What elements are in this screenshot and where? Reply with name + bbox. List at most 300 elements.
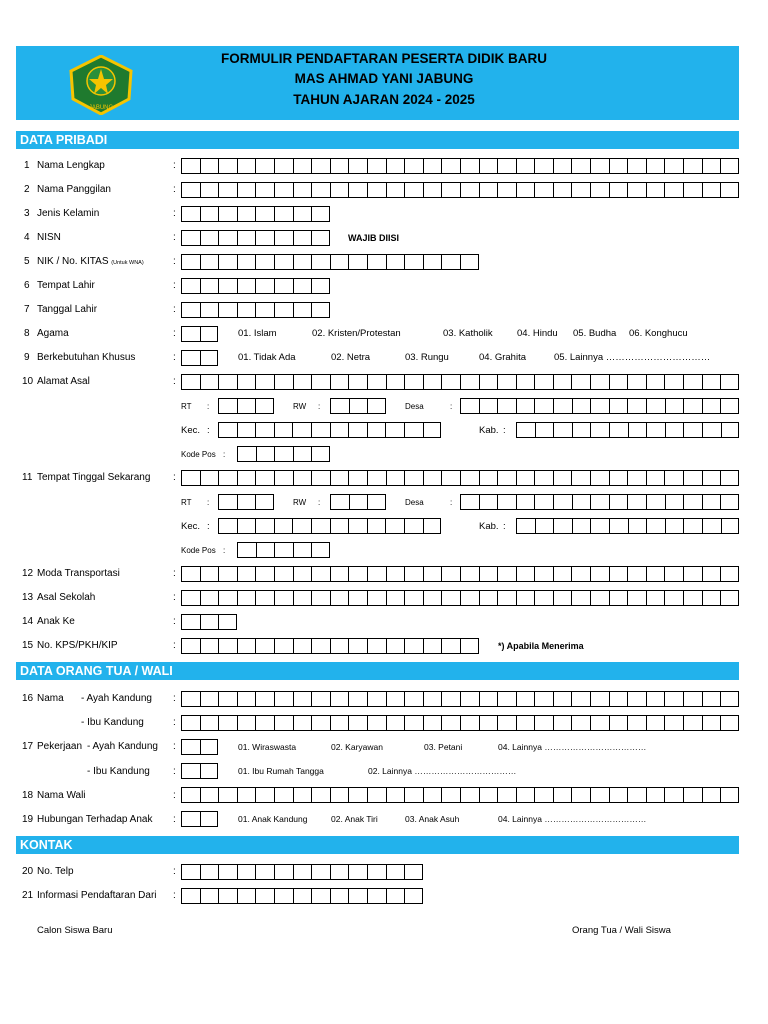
input-box[interactable] bbox=[330, 864, 349, 880]
input-box[interactable] bbox=[386, 566, 405, 582]
input-box[interactable] bbox=[274, 230, 293, 246]
input-box[interactable] bbox=[627, 715, 646, 731]
input-box[interactable] bbox=[720, 590, 739, 606]
input-box[interactable] bbox=[386, 715, 405, 731]
input-box[interactable] bbox=[330, 398, 349, 414]
input-box[interactable] bbox=[200, 158, 219, 174]
input-box[interactable] bbox=[386, 158, 405, 174]
input-box[interactable] bbox=[683, 374, 702, 390]
input-box[interactable] bbox=[274, 518, 293, 534]
input-box[interactable] bbox=[311, 254, 330, 270]
input-box[interactable] bbox=[664, 566, 683, 582]
kebutuhan-khusus-boxes[interactable] bbox=[181, 350, 218, 366]
input-box[interactable] bbox=[311, 888, 330, 904]
input-box[interactable] bbox=[237, 182, 256, 198]
input-box[interactable] bbox=[590, 398, 609, 414]
input-box[interactable] bbox=[572, 398, 591, 414]
input-box[interactable] bbox=[181, 739, 200, 755]
input-box[interactable] bbox=[218, 518, 237, 534]
input-box[interactable] bbox=[200, 470, 219, 486]
input-box[interactable] bbox=[330, 254, 349, 270]
input-box[interactable] bbox=[255, 278, 274, 294]
input-box[interactable] bbox=[293, 302, 312, 318]
input-box[interactable] bbox=[590, 182, 609, 198]
input-box[interactable] bbox=[311, 566, 330, 582]
input-box[interactable] bbox=[255, 494, 274, 510]
input-box[interactable] bbox=[664, 470, 683, 486]
input-box[interactable] bbox=[404, 715, 423, 731]
input-box[interactable] bbox=[348, 888, 367, 904]
input-box[interactable] bbox=[181, 691, 200, 707]
input-box[interactable] bbox=[720, 566, 739, 582]
input-box[interactable] bbox=[200, 614, 219, 630]
input-box[interactable] bbox=[516, 422, 535, 438]
input-box[interactable] bbox=[367, 864, 386, 880]
input-box[interactable] bbox=[664, 158, 683, 174]
input-box[interactable] bbox=[534, 691, 553, 707]
input-box[interactable] bbox=[200, 326, 219, 342]
input-box[interactable] bbox=[441, 158, 460, 174]
input-box[interactable] bbox=[386, 888, 405, 904]
input-box[interactable] bbox=[664, 715, 683, 731]
input-box[interactable] bbox=[609, 590, 628, 606]
input-box[interactable] bbox=[441, 590, 460, 606]
input-box[interactable] bbox=[479, 787, 498, 803]
input-box[interactable] bbox=[720, 715, 739, 731]
input-box[interactable] bbox=[181, 350, 200, 366]
input-box[interactable] bbox=[311, 715, 330, 731]
nama-wali-boxes[interactable] bbox=[181, 787, 739, 803]
input-box[interactable] bbox=[497, 590, 516, 606]
input-box[interactable] bbox=[237, 888, 256, 904]
input-box[interactable] bbox=[441, 182, 460, 198]
input-box[interactable] bbox=[590, 158, 609, 174]
input-box[interactable] bbox=[627, 398, 646, 414]
input-box[interactable] bbox=[627, 566, 646, 582]
input-box[interactable] bbox=[218, 888, 237, 904]
input-box[interactable] bbox=[348, 787, 367, 803]
input-box[interactable] bbox=[256, 446, 275, 462]
input-box[interactable] bbox=[293, 864, 312, 880]
tempat-tinggal-kec-boxes[interactable] bbox=[218, 518, 441, 534]
input-box[interactable] bbox=[274, 864, 293, 880]
input-box[interactable] bbox=[404, 590, 423, 606]
jenis-kelamin-boxes[interactable] bbox=[181, 206, 330, 222]
input-box[interactable] bbox=[218, 302, 237, 318]
input-box[interactable] bbox=[646, 787, 665, 803]
input-box[interactable] bbox=[200, 787, 219, 803]
input-box[interactable] bbox=[665, 398, 684, 414]
input-box[interactable] bbox=[590, 494, 609, 510]
input-box[interactable] bbox=[367, 182, 386, 198]
input-box[interactable] bbox=[181, 158, 200, 174]
input-box[interactable] bbox=[683, 158, 702, 174]
input-box[interactable] bbox=[702, 518, 721, 534]
input-box[interactable] bbox=[348, 182, 367, 198]
input-box[interactable] bbox=[218, 590, 237, 606]
input-box[interactable] bbox=[516, 566, 535, 582]
input-box[interactable] bbox=[200, 566, 219, 582]
input-box[interactable] bbox=[348, 691, 367, 707]
input-box[interactable] bbox=[255, 518, 274, 534]
input-box[interactable] bbox=[683, 566, 702, 582]
alamat-asal-kec-boxes[interactable] bbox=[218, 422, 441, 438]
input-box[interactable] bbox=[590, 590, 609, 606]
input-box[interactable] bbox=[218, 715, 237, 731]
input-box[interactable] bbox=[646, 374, 665, 390]
input-box[interactable] bbox=[683, 518, 702, 534]
input-box[interactable] bbox=[330, 715, 349, 731]
input-box[interactable] bbox=[218, 691, 237, 707]
input-box[interactable] bbox=[572, 494, 591, 510]
input-box[interactable] bbox=[702, 566, 721, 582]
input-box[interactable] bbox=[348, 590, 367, 606]
input-box[interactable] bbox=[348, 715, 367, 731]
input-box[interactable] bbox=[664, 182, 683, 198]
input-box[interactable] bbox=[200, 811, 219, 827]
input-box[interactable] bbox=[274, 691, 293, 707]
input-box[interactable] bbox=[497, 787, 516, 803]
input-box[interactable] bbox=[367, 470, 386, 486]
input-box[interactable] bbox=[330, 422, 349, 438]
input-box[interactable] bbox=[423, 422, 442, 438]
input-box[interactable] bbox=[181, 763, 200, 779]
input-box[interactable] bbox=[293, 446, 312, 462]
input-box[interactable] bbox=[311, 302, 330, 318]
tempat-tinggal-kab-boxes[interactable] bbox=[516, 518, 739, 534]
input-box[interactable] bbox=[348, 254, 367, 270]
input-box[interactable] bbox=[590, 691, 609, 707]
input-box[interactable] bbox=[516, 787, 535, 803]
tempat-tinggal-desa-boxes[interactable] bbox=[460, 494, 739, 510]
input-box[interactable] bbox=[367, 787, 386, 803]
input-box[interactable] bbox=[367, 691, 386, 707]
input-box[interactable] bbox=[386, 787, 405, 803]
input-box[interactable] bbox=[293, 206, 312, 222]
input-box[interactable] bbox=[255, 302, 274, 318]
input-box[interactable] bbox=[665, 518, 684, 534]
input-box[interactable] bbox=[683, 787, 702, 803]
input-box[interactable] bbox=[330, 787, 349, 803]
input-box[interactable] bbox=[627, 470, 646, 486]
input-box[interactable] bbox=[255, 158, 274, 174]
input-box[interactable] bbox=[311, 446, 330, 462]
input-box[interactable] bbox=[237, 566, 256, 582]
input-box[interactable] bbox=[218, 787, 237, 803]
input-box[interactable] bbox=[664, 374, 683, 390]
input-box[interactable] bbox=[200, 763, 219, 779]
input-box[interactable] bbox=[683, 398, 702, 414]
input-box[interactable] bbox=[274, 206, 293, 222]
input-box[interactable] bbox=[181, 590, 200, 606]
input-box[interactable] bbox=[497, 374, 516, 390]
input-box[interactable] bbox=[311, 374, 330, 390]
input-box[interactable] bbox=[479, 374, 498, 390]
input-box[interactable] bbox=[311, 158, 330, 174]
input-box[interactable] bbox=[702, 715, 721, 731]
input-box[interactable] bbox=[200, 182, 219, 198]
input-box[interactable] bbox=[311, 182, 330, 198]
input-box[interactable] bbox=[572, 422, 591, 438]
input-box[interactable] bbox=[349, 398, 368, 414]
input-box[interactable] bbox=[460, 715, 479, 731]
input-box[interactable] bbox=[255, 254, 274, 270]
input-box[interactable] bbox=[702, 374, 721, 390]
input-box[interactable] bbox=[181, 374, 200, 390]
input-box[interactable] bbox=[274, 374, 293, 390]
input-box[interactable] bbox=[181, 206, 200, 222]
input-box[interactable] bbox=[479, 590, 498, 606]
input-box[interactable] bbox=[293, 715, 312, 731]
input-box[interactable] bbox=[311, 590, 330, 606]
input-box[interactable] bbox=[200, 302, 219, 318]
alamat-asal-desa-boxes[interactable] bbox=[460, 398, 739, 414]
input-box[interactable] bbox=[237, 278, 256, 294]
input-box[interactable] bbox=[255, 374, 274, 390]
input-box[interactable] bbox=[367, 888, 386, 904]
input-box[interactable] bbox=[181, 811, 200, 827]
input-box[interactable] bbox=[237, 787, 256, 803]
input-box[interactable] bbox=[664, 691, 683, 707]
input-box[interactable] bbox=[720, 494, 739, 510]
input-box[interactable] bbox=[255, 566, 274, 582]
input-box[interactable] bbox=[423, 374, 442, 390]
input-box[interactable] bbox=[386, 254, 405, 270]
input-box[interactable] bbox=[479, 470, 498, 486]
input-box[interactable] bbox=[553, 374, 572, 390]
input-box[interactable] bbox=[590, 566, 609, 582]
input-box[interactable] bbox=[311, 518, 330, 534]
tempat-tinggal-rt-boxes[interactable] bbox=[218, 494, 274, 510]
input-box[interactable] bbox=[311, 422, 330, 438]
input-box[interactable] bbox=[460, 398, 479, 414]
input-box[interactable] bbox=[367, 566, 386, 582]
input-box[interactable] bbox=[423, 518, 442, 534]
input-box[interactable] bbox=[330, 566, 349, 582]
input-box[interactable] bbox=[423, 158, 442, 174]
input-box[interactable] bbox=[516, 182, 535, 198]
input-box[interactable] bbox=[627, 691, 646, 707]
input-box[interactable] bbox=[237, 494, 256, 510]
input-box[interactable] bbox=[348, 518, 367, 534]
input-box[interactable] bbox=[571, 590, 590, 606]
input-box[interactable] bbox=[200, 691, 219, 707]
input-box[interactable] bbox=[237, 158, 256, 174]
input-box[interactable] bbox=[348, 374, 367, 390]
input-box[interactable] bbox=[218, 494, 237, 510]
input-box[interactable] bbox=[218, 566, 237, 582]
input-box[interactable] bbox=[404, 422, 423, 438]
tempat-tinggal-boxes[interactable] bbox=[181, 470, 739, 486]
input-box[interactable] bbox=[255, 422, 274, 438]
input-box[interactable] bbox=[571, 374, 590, 390]
input-box[interactable] bbox=[274, 446, 293, 462]
input-box[interactable] bbox=[237, 518, 256, 534]
input-box[interactable] bbox=[181, 302, 200, 318]
input-box[interactable] bbox=[293, 787, 312, 803]
input-box[interactable] bbox=[665, 422, 684, 438]
input-box[interactable] bbox=[330, 374, 349, 390]
input-box[interactable] bbox=[386, 374, 405, 390]
input-box[interactable] bbox=[293, 158, 312, 174]
input-box[interactable] bbox=[200, 638, 219, 654]
input-box[interactable] bbox=[330, 638, 349, 654]
input-box[interactable] bbox=[720, 787, 739, 803]
input-box[interactable] bbox=[181, 326, 200, 342]
input-box[interactable] bbox=[237, 590, 256, 606]
tempat-tinggal-rw-boxes[interactable] bbox=[330, 494, 386, 510]
input-box[interactable] bbox=[534, 158, 553, 174]
input-box[interactable] bbox=[386, 864, 405, 880]
input-box[interactable] bbox=[330, 691, 349, 707]
input-box[interactable] bbox=[460, 691, 479, 707]
input-box[interactable] bbox=[237, 254, 256, 270]
input-box[interactable] bbox=[218, 614, 237, 630]
input-box[interactable] bbox=[255, 715, 274, 731]
input-box[interactable] bbox=[423, 590, 442, 606]
no-telp-boxes[interactable] bbox=[181, 864, 423, 880]
input-box[interactable] bbox=[646, 715, 665, 731]
input-box[interactable] bbox=[404, 638, 423, 654]
input-box[interactable] bbox=[423, 254, 442, 270]
agama-boxes[interactable] bbox=[181, 326, 218, 342]
input-box[interactable] bbox=[572, 518, 591, 534]
input-box[interactable] bbox=[590, 518, 609, 534]
input-box[interactable] bbox=[497, 158, 516, 174]
input-box[interactable] bbox=[553, 470, 572, 486]
input-box[interactable] bbox=[441, 638, 460, 654]
input-box[interactable] bbox=[460, 787, 479, 803]
input-box[interactable] bbox=[479, 715, 498, 731]
input-box[interactable] bbox=[683, 691, 702, 707]
input-box[interactable] bbox=[255, 864, 274, 880]
input-box[interactable] bbox=[497, 715, 516, 731]
input-box[interactable] bbox=[479, 158, 498, 174]
input-box[interactable] bbox=[553, 715, 572, 731]
input-box[interactable] bbox=[609, 422, 628, 438]
input-box[interactable] bbox=[181, 614, 200, 630]
input-box[interactable] bbox=[516, 470, 535, 486]
input-box[interactable] bbox=[385, 518, 404, 534]
alamat-asal-rw-boxes[interactable] bbox=[330, 398, 386, 414]
input-box[interactable] bbox=[200, 350, 219, 366]
input-box[interactable] bbox=[609, 374, 628, 390]
input-box[interactable] bbox=[460, 374, 479, 390]
input-box[interactable] bbox=[590, 422, 609, 438]
input-box[interactable] bbox=[404, 691, 423, 707]
input-box[interactable] bbox=[516, 590, 535, 606]
input-box[interactable] bbox=[255, 470, 274, 486]
input-box[interactable] bbox=[441, 715, 460, 731]
input-box[interactable] bbox=[720, 158, 739, 174]
input-box[interactable] bbox=[181, 470, 200, 486]
input-box[interactable] bbox=[609, 398, 628, 414]
input-box[interactable] bbox=[664, 590, 683, 606]
input-box[interactable] bbox=[571, 470, 590, 486]
input-box[interactable] bbox=[348, 158, 367, 174]
input-box[interactable] bbox=[237, 374, 256, 390]
anak-ke-boxes[interactable] bbox=[181, 614, 237, 630]
input-box[interactable] bbox=[200, 739, 219, 755]
input-box[interactable] bbox=[683, 494, 702, 510]
input-box[interactable] bbox=[200, 888, 219, 904]
input-box[interactable] bbox=[516, 374, 535, 390]
input-box[interactable] bbox=[404, 787, 423, 803]
input-box[interactable] bbox=[553, 422, 572, 438]
input-box[interactable] bbox=[385, 422, 404, 438]
input-box[interactable] bbox=[534, 566, 553, 582]
input-box[interactable] bbox=[590, 715, 609, 731]
input-box[interactable] bbox=[292, 422, 311, 438]
input-box[interactable] bbox=[534, 590, 553, 606]
input-box[interactable] bbox=[683, 590, 702, 606]
input-box[interactable] bbox=[218, 864, 237, 880]
input-box[interactable] bbox=[311, 206, 330, 222]
input-box[interactable] bbox=[534, 787, 553, 803]
input-box[interactable] bbox=[553, 566, 572, 582]
input-box[interactable] bbox=[404, 864, 423, 880]
kps-pkh-kip-boxes[interactable] bbox=[181, 638, 479, 654]
input-box[interactable] bbox=[200, 254, 219, 270]
input-box[interactable] bbox=[497, 691, 516, 707]
input-box[interactable] bbox=[479, 494, 498, 510]
input-box[interactable] bbox=[683, 422, 702, 438]
input-box[interactable] bbox=[702, 787, 721, 803]
input-box[interactable] bbox=[348, 864, 367, 880]
input-box[interactable] bbox=[330, 494, 349, 510]
input-box[interactable] bbox=[683, 470, 702, 486]
input-box[interactable] bbox=[367, 638, 386, 654]
input-box[interactable] bbox=[367, 518, 386, 534]
hubungan-boxes[interactable] bbox=[181, 811, 218, 827]
input-box[interactable] bbox=[441, 691, 460, 707]
input-box[interactable] bbox=[237, 470, 256, 486]
input-box[interactable] bbox=[237, 398, 256, 414]
input-box[interactable] bbox=[423, 470, 442, 486]
input-box[interactable] bbox=[516, 691, 535, 707]
input-box[interactable] bbox=[423, 691, 442, 707]
input-box[interactable] bbox=[460, 566, 479, 582]
input-box[interactable] bbox=[255, 398, 274, 414]
input-box[interactable] bbox=[683, 182, 702, 198]
input-box[interactable] bbox=[293, 888, 312, 904]
input-box[interactable] bbox=[571, 182, 590, 198]
input-box[interactable] bbox=[720, 182, 739, 198]
input-box[interactable] bbox=[218, 374, 237, 390]
input-box[interactable] bbox=[571, 691, 590, 707]
input-box[interactable] bbox=[255, 590, 274, 606]
input-box[interactable] bbox=[255, 206, 274, 222]
input-box[interactable] bbox=[274, 715, 293, 731]
input-box[interactable] bbox=[255, 182, 274, 198]
input-box[interactable] bbox=[423, 566, 442, 582]
input-box[interactable] bbox=[479, 566, 498, 582]
input-box[interactable] bbox=[553, 590, 572, 606]
input-box[interactable] bbox=[404, 566, 423, 582]
input-box[interactable] bbox=[330, 888, 349, 904]
input-box[interactable] bbox=[293, 254, 312, 270]
input-box[interactable] bbox=[721, 422, 740, 438]
input-box[interactable] bbox=[367, 374, 386, 390]
input-box[interactable] bbox=[646, 182, 665, 198]
input-box[interactable] bbox=[274, 182, 293, 198]
input-box[interactable] bbox=[646, 518, 665, 534]
input-box[interactable] bbox=[330, 158, 349, 174]
input-box[interactable] bbox=[200, 278, 219, 294]
input-box[interactable] bbox=[497, 398, 516, 414]
input-box[interactable] bbox=[553, 518, 572, 534]
input-box[interactable] bbox=[311, 230, 330, 246]
